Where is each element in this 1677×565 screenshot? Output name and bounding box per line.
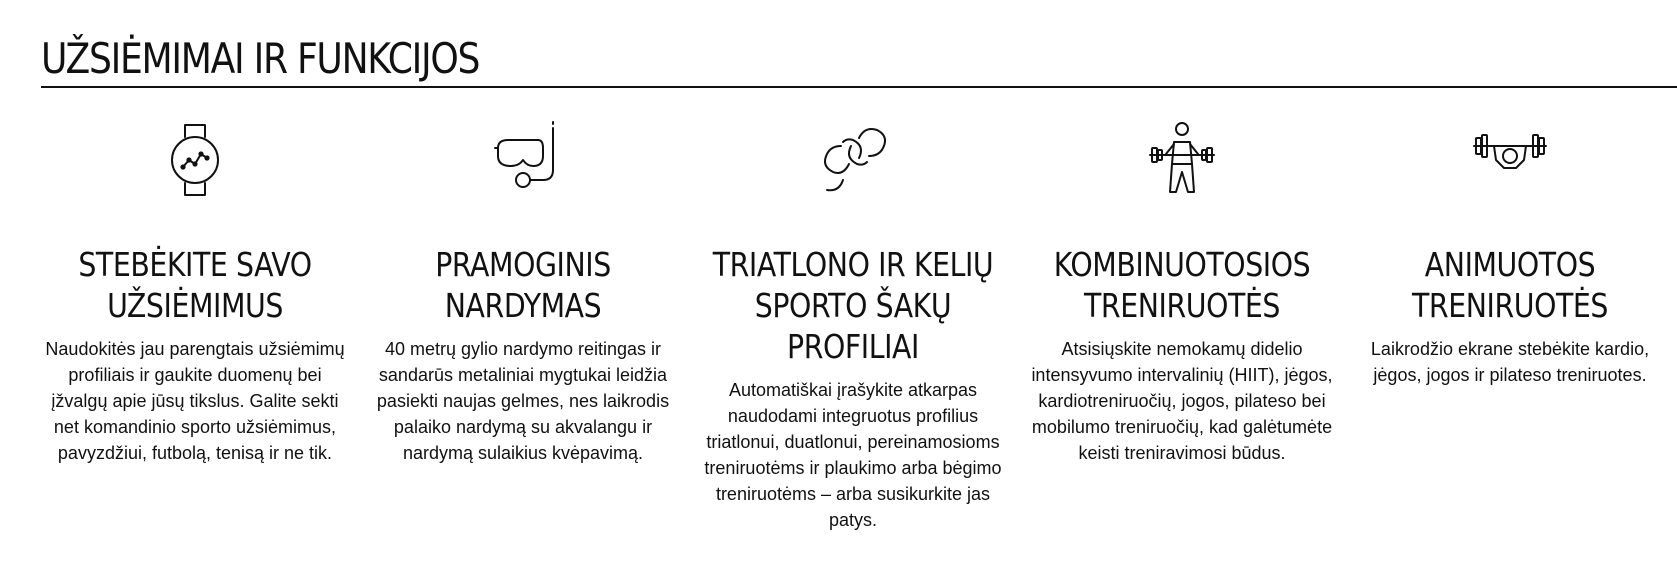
feature-combined-workouts — [1027, 120, 1337, 466]
section-title: UŽSIĖMIMAI IR FUNKCIJOS — [41, 34, 480, 83]
weightlifter-icon — [1142, 120, 1222, 200]
feature-description: Automatiškai įrašykite atkarpas naudodami integruotus profilius triatlonui, duatlonui, pereinamosioms treniruotėms ir plaukimo arba bėgimo treniruotėms – arba susikurkite jas patys. — [704, 380, 1002, 530]
feature-title: PRAMOGINIS NARDYMAS — [435, 245, 611, 325]
feature-description: 40 metrų gylio nardymo reitingas ir sandarūs metaliniai mygtukai leidžia pasiekti naujas gelmes, nes laikrodis palaiko nardymą su akvalangu ir nardymą sulaikius kvėpavimą. — [376, 339, 670, 463]
feature-title: KOMBINUOTOSIOS TRENIRUOTĖS — [1053, 245, 1311, 325]
feature-title: STEBĖKITE SAVO UŽSIĖMIMUS — [78, 245, 312, 325]
feature-triathlon-multisport — [698, 120, 1008, 533]
feature-description: Atsisiųskite nemokamų didelio intensyvumo intervalinių (HIIT), jėgos, kardiotreniruočių, jogos, pilateso bei mobilumo treniruočių, kad galėtumėte keisti treniravimosi būdus. — [1031, 339, 1333, 463]
linked-rings-icon — [813, 120, 893, 200]
feature-animated-workouts — [1355, 120, 1665, 388]
feature-description: Laikrodžio ekrane stebėkite kardio, jėgos, jogos ir pilateso treniruotes. — [1370, 339, 1650, 385]
watch-activity-icon — [155, 120, 235, 200]
feature-title: TRIATLONO IR KELIŲ SPORTO ŠAKŲ PROFILIAI — [712, 245, 994, 366]
feature-description: Naudokitės jau parengtais užsiėmimų profiliais ir gaukite duomenų bei įžvalgų apie jūsų tikslus. Galite sekti net komandinio sporto užsiėmimus, pavyzdžiui, futbolą, tenisą ir ne tik. — [45, 339, 345, 463]
diving-mask-snorkel-icon — [483, 120, 563, 200]
feature-title: ANIMUOTOS TRENIRUOTĖS — [1412, 245, 1608, 325]
feature-recreational-diving — [368, 120, 678, 466]
feature-track-activities — [40, 120, 350, 466]
barbell-icon — [1470, 120, 1550, 200]
